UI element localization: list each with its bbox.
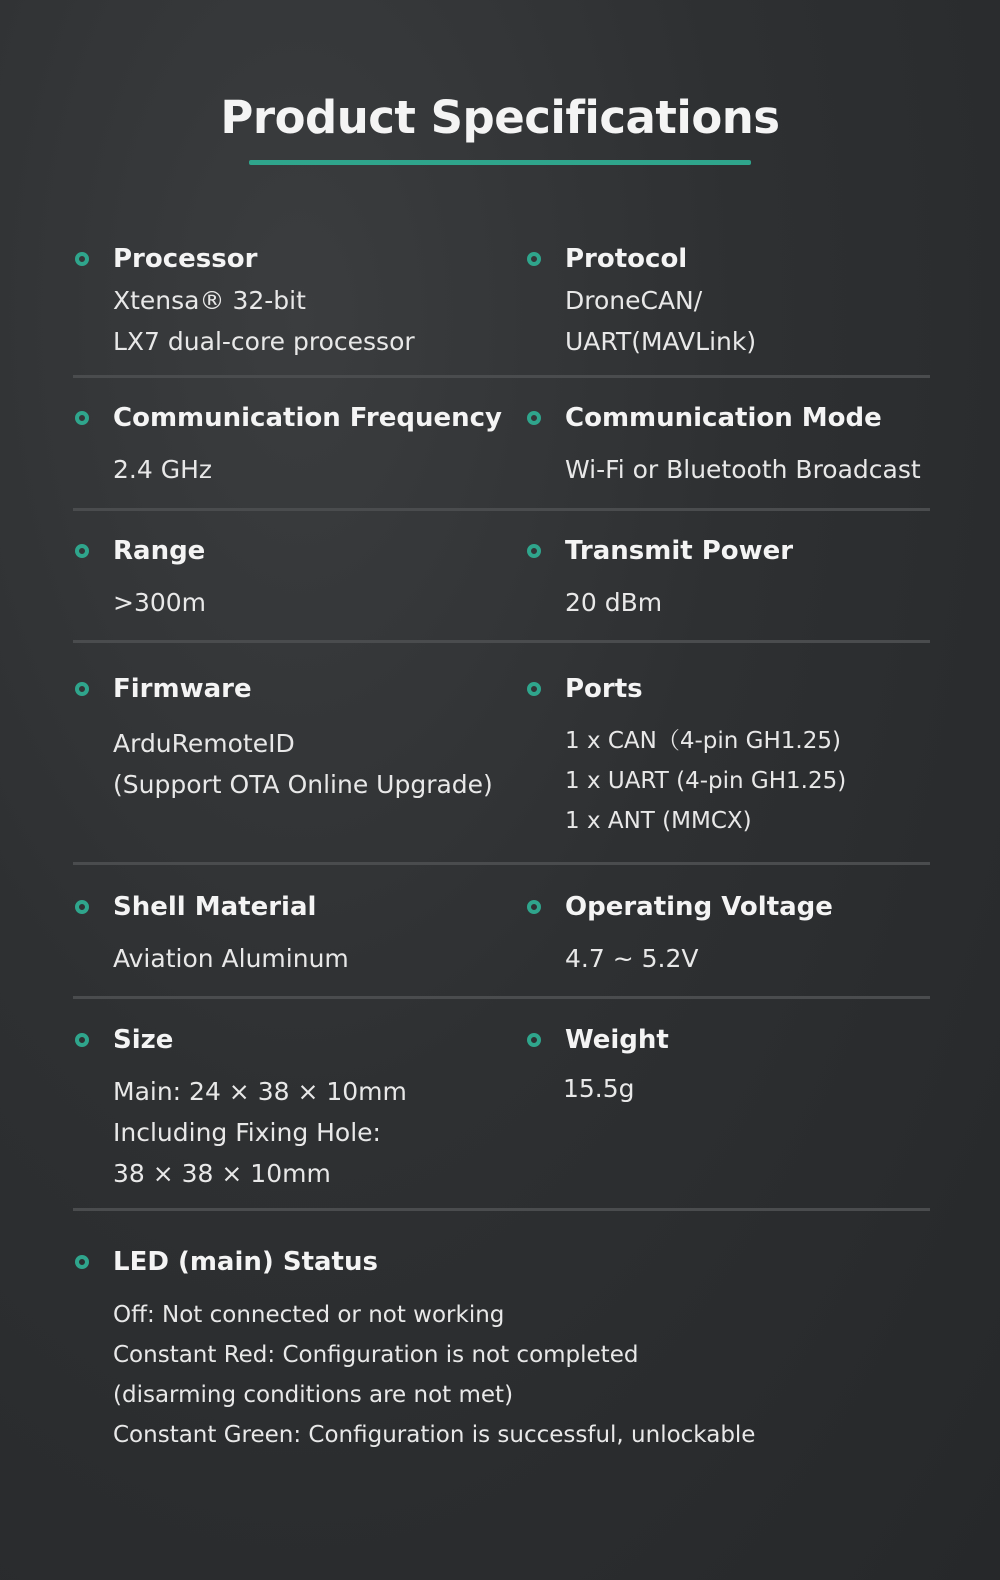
spec-value [113, 280, 415, 362]
spec-row-firmware-ports [73, 672, 930, 852]
divider [73, 640, 930, 643]
spec-value-line: Including Fixing Hole: [113, 1118, 381, 1147]
bullet-icon [75, 1255, 89, 1269]
spec-row-shell-voltage [73, 890, 930, 980]
spec-value-line: 15.5g [563, 1074, 635, 1103]
bullet-icon [75, 411, 89, 425]
spec-value-line: ArduRemoteID [113, 729, 295, 758]
spec-value-line: (disarming conditions are not met) [113, 1382, 514, 1408]
spec-label: Protocol [565, 244, 688, 274]
spec-label: Communication Frequency [113, 403, 502, 433]
spec-value-line: Main: 24 × 38 × 10mm [113, 1077, 407, 1106]
divider [73, 862, 930, 865]
spec-value-line: 1 x CAN（4-pin GH1.25) [565, 728, 841, 754]
spec-row-size-weight [73, 1023, 930, 1193]
bullet-icon [527, 1033, 541, 1047]
spec-label: Communication Mode [565, 403, 882, 433]
spec-label: Size [113, 1025, 174, 1055]
spec-value-line: LX7 dual-core processor [113, 327, 415, 356]
bullet-icon [75, 544, 89, 558]
spec-label: Weight [565, 1025, 669, 1055]
bullet-icon [527, 411, 541, 425]
divider [73, 508, 930, 511]
spec-label: Ports [565, 674, 643, 704]
spec-value-line: 20 dBm [565, 588, 663, 617]
spec-value-line: Constant Red: Configuration is not completed [113, 1342, 639, 1368]
spec-value [565, 280, 756, 362]
spec-label: Range [113, 536, 206, 566]
divider [73, 1208, 930, 1211]
bullet-icon [75, 682, 89, 696]
spec-value-line: Xtensa® 32-bit [113, 286, 306, 315]
bullet-icon [75, 900, 89, 914]
spec-value-line: 2.4 GHz [113, 455, 212, 484]
spec-value [113, 582, 206, 623]
title-underline [249, 160, 751, 165]
spec-value-line: UART(MAVLink) [565, 327, 757, 356]
spec-value [565, 938, 698, 979]
spec-value-line: 1 x UART (4-pin GH1.25) [565, 768, 847, 794]
bullet-icon [75, 1033, 89, 1047]
bullet-icon [527, 544, 541, 558]
spec-label: LED (main) Status [113, 1247, 378, 1277]
spec-value [565, 721, 846, 841]
spec-label: Processor [113, 244, 258, 274]
spec-value-line: 38 × 38 × 10mm [113, 1159, 331, 1188]
page-title: Product Specifications [220, 91, 780, 144]
spec-value [113, 1295, 755, 1455]
spec-row-processor-protocol [73, 242, 930, 362]
spec-value-line: 4.7 ~ 5.2V [565, 944, 699, 973]
spec-value-line: 1 x ANT (MMCX) [565, 808, 752, 834]
spec-value-line: Wi-Fi or Bluetooth Broadcast [565, 455, 921, 484]
spec-value [563, 1068, 635, 1109]
spec-value-line: DroneCAN/ [565, 286, 703, 315]
page-header [0, 88, 1000, 148]
spec-value-line: Aviation Aluminum [113, 944, 349, 973]
spec-row-range-power [73, 534, 930, 624]
spec-row-led-status [73, 1245, 930, 1448]
spec-row-communication [73, 401, 930, 491]
spec-value [113, 723, 493, 805]
spec-value-line: >300m [113, 588, 207, 617]
bullet-icon [75, 252, 89, 266]
bullet-icon [527, 900, 541, 914]
spec-value [113, 1071, 407, 1194]
spec-value [565, 449, 921, 490]
spec-value-line: Constant Green: Configuration is successful, unlockable [113, 1422, 756, 1448]
spec-value-line: (Support OTA Online Upgrade) [113, 770, 493, 799]
spec-value [565, 582, 662, 623]
divider [73, 996, 930, 999]
spec-label: Transmit Power [565, 536, 794, 566]
spec-label: Shell Material [113, 892, 317, 922]
bullet-icon [527, 252, 541, 266]
divider [73, 375, 930, 378]
bullet-icon [527, 682, 541, 696]
spec-value-line: Off: Not connected or not working [113, 1302, 505, 1328]
spec-label: Firmware [113, 674, 252, 704]
spec-value [113, 938, 349, 979]
spec-label: Operating Voltage [565, 892, 833, 922]
spec-value [113, 449, 212, 490]
